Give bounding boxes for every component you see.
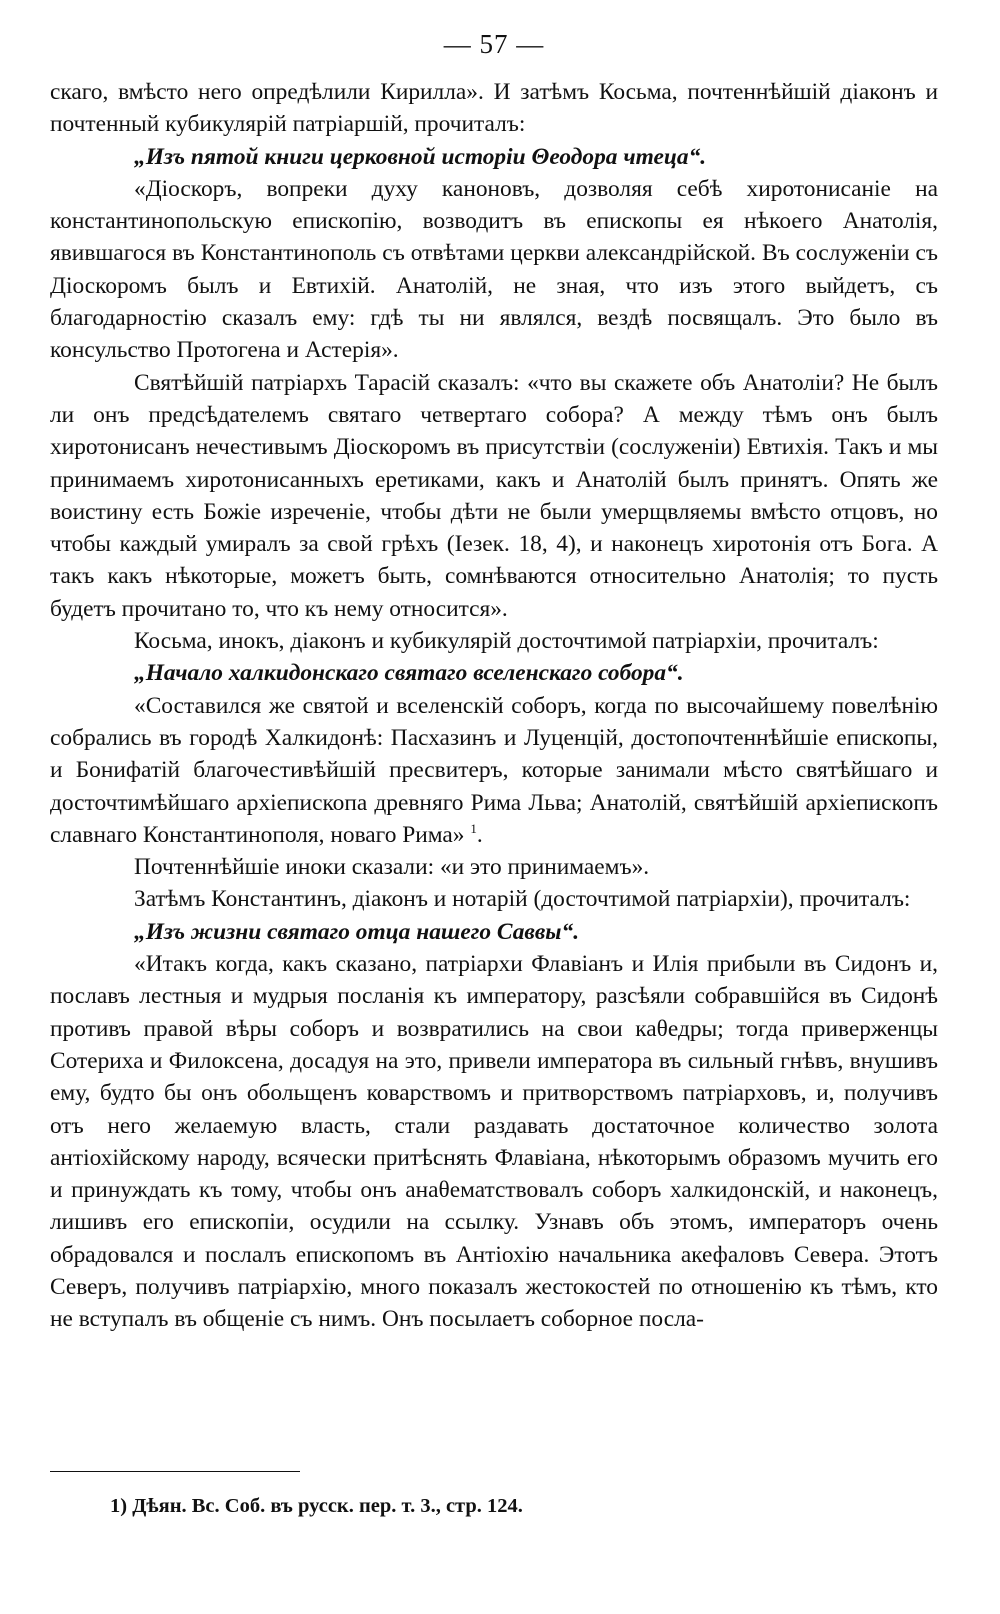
paragraph: Косьма, инокъ, діаконъ и кубикулярій досточтимой патріархіи, прочиталъ:: [134, 628, 879, 655]
paragraph-text: «Составился же святой и вселенскій соборъ, когда по высочайшему повелѣнію собрались въ городѣ Халкидонѣ: Пасхазинъ и Луценцій, достопочтеннѣйшіе епископы, и Бонифатій благочестивѣйшій пресвитеръ, которые занимали мѣсто святѣйшаго и досточтимѣйшаго архіепископа древняго Рима Льва; Анатолій, святѣйшій архіепископъ славнаго Константинополя, новаго Рима»: [50, 692, 938, 848]
body-text: [50, 76, 938, 1336]
footnote-text: Дѣян. Вс. Соб. въ русск. пер. т. 3., стр. 124.: [132, 1495, 523, 1517]
footnote-marker: 1): [110, 1495, 128, 1517]
quoted-heading: „Начало халкидонскаго святаго вселенскаго собора“.: [134, 660, 684, 687]
paragraph: «Итакъ когда, какъ сказано, патріархи Флавіанъ и Илія прибыли въ Сидонъ и, пославъ лестныя и мудрыя посланія къ императору, разсѣяли собравшійся въ Сидонѣ противъ правой вѣры соборъ и возвратились на свои каθедры; тогда приверженцы Сотериха и Филоксена, досадуя на это, привели императора въ сильный гнѣвъ, внушивъ ему, будто бы онъ обольщенъ коварствомъ и притворствомъ патріарховъ, и, получивъ отъ него желаемую власть, стали раздавать достаточное количество золота антіохійскому народу, всячески притѣснять Флавіана, нѣкоторымъ образомъ мучить его и принуждать къ тому, чтобы онъ анаθематствовалъ соборъ халкидонскій, и наконецъ, лишивъ его епископіи, осудили на ссылку. Узнавъ объ этомъ, императоръ очень обрадовался и послалъ епископомъ въ Антіохію начальника акефаловъ Севера. Этотъ Северъ, получивъ патріархію, много показалъ жестокостей по отношенію къ тѣмъ, кто не вступалъ въ общеніе съ нимъ. Онъ посылаетъ соборное посла-: [50, 951, 938, 1333]
footnote-reference: 1: [470, 821, 477, 837]
paragraph: Святѣйшій патріархъ Тарасій сказалъ: «что вы скажете объ Анатоліи? Не былъ ли онъ предсѣдателемъ святаго четвертаго собора? А между тѣмъ онъ былъ хиротонисанъ нечестивымъ Діоскоромъ въ присутствіи (сослуженіи) Евтихія. Такъ и мы принимаемъ хиротонисанныхъ еретиками, какъ и Анатолій былъ принятъ. Опять же воистину есть Божіе изреченіе, чтобы дѣти не были умерщвляемы вмѣсто отцовъ, но чтобы каждый умиралъ за свой грѣхъ (Іезек. 18, 4), и наконецъ хиротонія отъ Бога. А такъ какъ нѣкоторые, можетъ быть, сомнѣваются относительно Анатолія; то пусть будетъ прочитано то, что къ нему относится».: [50, 369, 938, 622]
quoted-heading: „Изъ жизни святаго отца нашего Саввы“.: [134, 918, 580, 945]
paragraph-tail: .: [476, 821, 483, 848]
paragraph: «Діоскоръ, вопреки духу каноновъ, дозволяя себѣ хиротонисаніе на константинопольскую епископію, возводитъ въ епископы ея нѣкоего Анатолія, явившагося въ Константинополь съ отвѣтами церкви александрійской. Въ сослуженіи съ Діоскоромъ былъ и Евтихій. Анатолій, не зная, что изъ этого выйдетъ, съ благодарностію сказалъ ему: гдѣ ты ни являлся, вездѣ посвящалъ. Это было въ консульство Протогена и Астерія».: [50, 175, 938, 364]
paragraph: скаго, вмѣсто него опредѣлили Кирилла». И затѣмъ Косьма, почтеннѣйшій діаконъ и почтенный кубикулярій патріаршій, прочиталъ:: [50, 79, 938, 138]
footnote: [110, 1492, 523, 1520]
page-number: — 57 —: [443, 29, 545, 59]
quoted-heading: „Изъ пятой книги церковной исторіи Θеодора чтеца“.: [134, 143, 707, 170]
paragraph: [50, 690, 938, 851]
paragraph: Затѣмъ Константинъ, діаконъ и нотарій (досточтимой патріархіи), прочиталъ:: [134, 886, 911, 913]
footnote-divider: [50, 1471, 300, 1472]
paragraph: Почтеннѣйшіе иноки сказали: «и это принимаемъ».: [134, 854, 650, 881]
